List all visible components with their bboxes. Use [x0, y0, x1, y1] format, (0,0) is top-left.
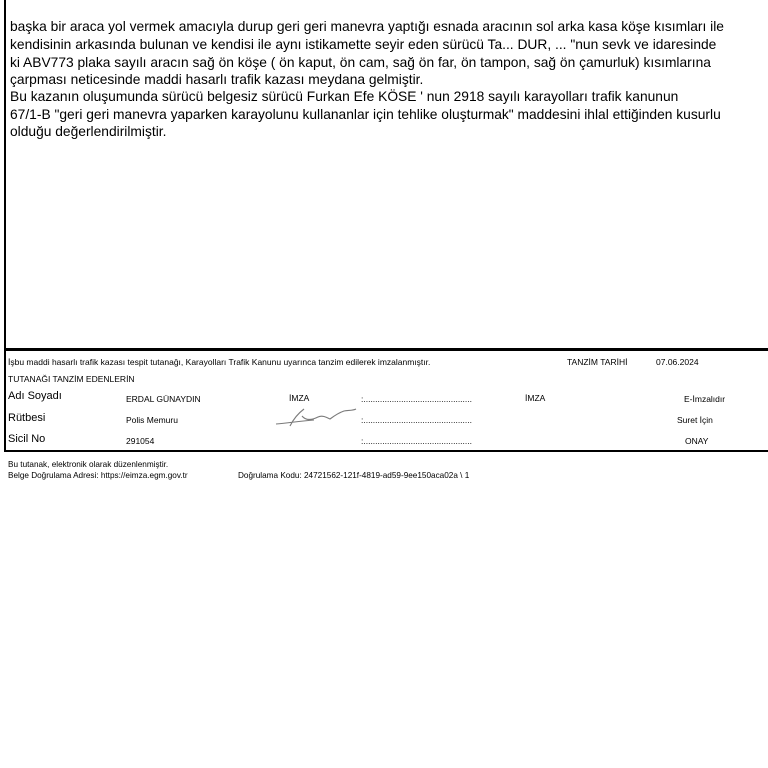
- narrative-line: çarpması neticesinde maddi hasarlı trafik kazası meydana gelmiştir.: [10, 72, 424, 87]
- reg-label: Sicil No: [8, 433, 46, 445]
- section-title: TUTANAĞI TANZİM EDENLERİN: [8, 374, 135, 384]
- name-label: Adı Soyadı: [8, 390, 62, 402]
- verification-code: Doğrulama Kodu: 24721562-121f-4819-ad59-9ee150aca02a \ 1: [238, 471, 470, 480]
- narrative-line: 67/1-B "geri geri manevra yaparken karayolunu kullananlar için tehlike oluşturmak" maddesini ihlal ettiğinden kusurlu: [10, 107, 721, 122]
- narrative-line: ki ABV773 plaka sayılı aracın sağ ön köşe ( ön kaput, ön cam, sağ ön far, ön tampon, sağ ön çamurluk) kısımlarına: [10, 55, 711, 70]
- verification-address: Belge Doğrulama Adresi: https://eimza.egm.gov.tr: [8, 471, 188, 480]
- rank-label: Rütbesi: [8, 412, 46, 424]
- officer-name: ERDAL GÜNAYDIN: [126, 394, 201, 404]
- signature-block: [4, 351, 768, 452]
- date-value: 07.06.2024: [656, 357, 699, 367]
- narrative-line: Bu kazanın oluşumunda sürücü belgesiz sürücü Furkan Efe KÖSE ' nun 2918 sayılı karayolları trafik kanunun: [10, 89, 679, 104]
- statement-text: İşbu maddi hasarlı trafik kazası tespit tutanağı, Karayolları Trafik Kanunu uyarınca tanzim edilerek imzalanmıştır.: [8, 357, 431, 367]
- dotted-line: :..............................................: [361, 415, 472, 425]
- officer-rank: Polis Memuru: [126, 415, 178, 425]
- date-label: TANZİM TARİHİ: [567, 357, 628, 367]
- dotted-line: :..............................................: [361, 394, 472, 404]
- e-signed-text: E-İmzalıdır: [684, 394, 726, 404]
- handwritten-signature: [274, 405, 358, 429]
- officer-reg: 291054: [126, 436, 155, 446]
- footer-note: Bu tutanak, elektronik olarak düzenlenmiştir.: [8, 460, 169, 469]
- narrative-line: olduğu değerlendirilmiştir.: [10, 124, 167, 139]
- narrative-line: başka bir araca yol vermek amacıyla durup geri geri manevra yaptığı esnada aracının sol arka kasa köşe kısımları ile: [10, 19, 724, 34]
- imza-label: İMZA: [525, 393, 546, 403]
- approve-text: ONAY: [685, 436, 709, 446]
- imza-label: İMZA: [289, 393, 310, 403]
- dotted-line: :..............................................: [361, 436, 472, 446]
- narrative-line: kendisinin arkasında bulunan ve kendisi ile aynı istikamette seyir eden sürücü Ta... DUR, ... "nun sevk ve idaresinde: [10, 37, 717, 52]
- accident-narrative-box: [4, 0, 768, 351]
- copy-for-text: Suret İçin: [677, 415, 713, 425]
